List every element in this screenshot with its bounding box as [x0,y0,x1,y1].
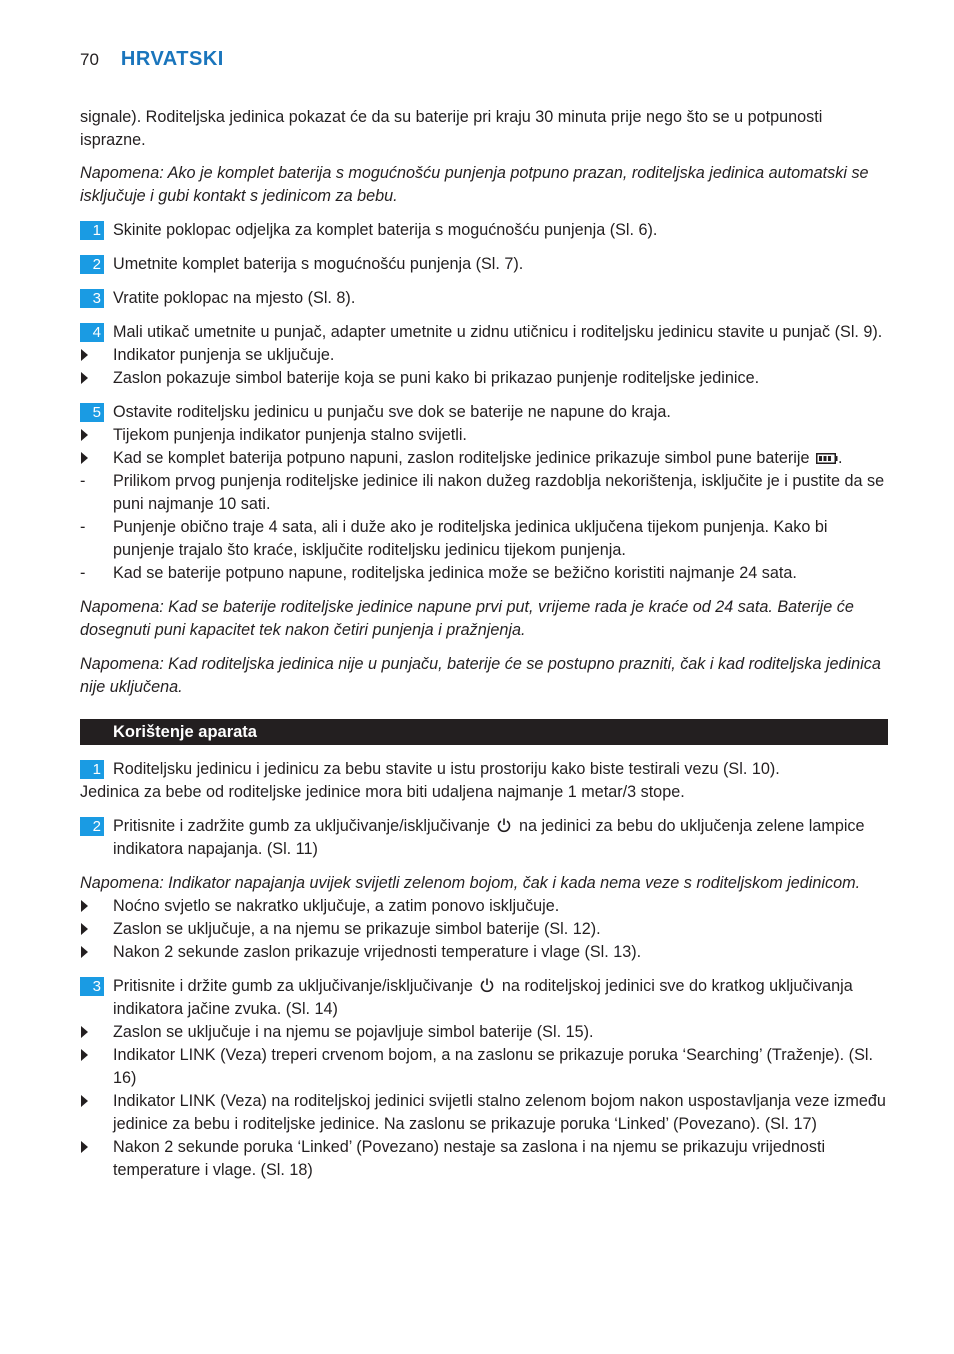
result-bullet: Tijekom punjenja indikator punjenja stalno svijetli. [80,424,888,447]
step-text: Ostavite roditeljsku jedinicu u punjaču sve dok se baterije ne napune do kraja. [113,403,671,421]
step-number: 2 [80,255,104,274]
step-3 [80,287,888,310]
step-number: 1 [80,760,104,779]
language-heading: HRVATSKI [120,48,224,70]
result-bullet: Nakon 2 sekunde zaslon prikazuje vrijednosti temperature i vlage (Sl. 13). [80,941,888,964]
use-step-1 [80,758,888,781]
result-bullet: Nakon 2 sekunde poruka ‘Linked’ (Povezano) nestaje sa zaslona i na njemu se prikazuju vrijednosti temperature i vlage. (Sl. 18) [80,1136,888,1182]
triangle-bullet-icon [80,367,113,390]
triangle-bullet-icon [80,941,113,964]
result-bullet: Zaslon pokazuje simbol baterije koja se puni kako bi prikazao punjenje roditeljske jedinice. [80,367,888,390]
page-content [80,106,888,1182]
note: Napomena: Kad se baterije roditeljske jedinice napune prvi put, vrijeme rada je kraće od 24 sata. Baterije će dosegnuti puni kapacitet tek nakon četiri punjenja i pražnjenja. [80,598,854,639]
intro-paragraph: signale). Roditeljska jedinica pokazat će da su baterije pri kraju 30 minuta prije nego što se u potpunosti isprazne. [80,108,823,149]
power-icon [497,818,511,833]
step-number: 4 [80,323,104,342]
note: Napomena: Ako je komplet baterija s mogućnošću punjenja potpuno prazan, roditeljska jedinica automatski se isključuje i gubi kontakt s jedinicom za bebu. [80,164,869,205]
step-text: Skinite poklopac odjeljka za komplet baterija s mogućnošću punjenja (Sl. 6). [113,221,658,239]
power-icon [480,978,494,993]
page-header [80,48,224,72]
step-text: Roditeljsku jedinicu i jedinicu za bebu stavite u istu prostoriju kako biste testirali vezu (Sl. 10). [113,760,780,778]
triangle-bullet-icon [80,1136,113,1159]
full-battery-icon [816,453,838,464]
step-number: 3 [80,289,104,308]
triangle-bullet-icon [80,344,113,367]
result-bullet: Indikator LINK (Veza) na roditeljskoj jedinici svijetli stalno zelenom bojom nakon uspostavljanja veze između jedinice za bebu i roditeljske jedinice. Na zaslonu se prikazuje poruka ‘Linked’ (Povezano). (Sl. 17) [80,1090,888,1136]
step-text: Pritisnite i držite gumb za uključivanje/isključivanje na roditeljskoj jedinici sve do kratkog uključivanja indikatora jačine zvuka. (Sl. 14) [113,977,853,1018]
step-4 [80,321,888,344]
triangle-bullet-icon [80,1021,113,1044]
dash-item: - Kad se baterije potpuno napune, roditeljska jedinica može se bežično koristiti najmanje 24 sata. [80,564,797,582]
triangle-bullet-icon [80,1090,113,1113]
result-bullet: Indikator punjenja se uključuje. [80,344,888,367]
result-bullet: Indikator LINK (Veza) treperi crvenom bojom, a na zaslonu se prikazuje poruka ‘Searching’ (Traženje). (Sl. 16) [80,1044,888,1090]
step-number: 1 [80,221,104,240]
use-step-2 [80,815,888,861]
triangle-bullet-icon [80,424,113,447]
page-number: 70 [80,50,99,69]
step-number: 2 [80,817,104,836]
result-bullet: Kad se komplet baterija potpuno napuni, zaslon roditeljske jedinice prikazuje simbol pune baterije . [80,447,888,470]
result-bullet: Zaslon se uključuje i na njemu se pojavljuje simbol baterije (Sl. 15). [80,1021,888,1044]
note: Napomena: Indikator napajanja uvijek svijetli zelenom bojom, čak i kada nema veze s roditeljskom jedinicom. [80,874,861,892]
step-number: 3 [80,977,104,996]
triangle-bullet-icon [80,895,113,918]
triangle-bullet-icon [80,447,113,470]
triangle-bullet-icon [80,918,113,941]
step-text: Pritisnite i zadržite gumb za uključivanje/isključivanje na jedinici za bebu do uključenja zelene lampice indikatora napajanja. (Sl. 11) [113,817,865,858]
step-continuation: Jedinica za bebe od roditeljske jedinice mora biti udaljena najmanje 1 metar/3 stope. [80,783,685,801]
step-text: Mali utikač umetnite u punjač, adapter umetnite u zidnu utičnicu i roditeljsku jedinicu stavite u punjač (Sl. 9). [113,323,883,341]
note: Napomena: Kad roditeljska jedinica nije u punjaču, baterije će se postupno prazniti, čak i kad roditeljska jedinica nije uključena. [80,655,881,696]
result-bullet: Zaslon se uključuje, a na njemu se prikazuje simbol baterije (Sl. 12). [80,918,888,941]
step-5 [80,401,888,424]
step-1 [80,219,888,242]
section-heading: Korištenje aparata [80,719,888,745]
dash-item: - Punjenje obično traje 4 sata, ali i duže ako je roditeljska jedinica uključena tijekom punjenja. Kako bi punjenje trajalo što kraće, isključite roditeljsku jedinicu tijekom punjenja. [80,518,828,559]
triangle-bullet-icon [80,1044,113,1067]
step-number: 5 [80,403,104,422]
dash-item: - Prilikom prvog punjenja roditeljske jedinice ili nakon dužeg razdoblja nekorištenja, isključite je i pustite da se puni najmanje 10 sati. [80,472,885,513]
step-text: Umetnite komplet baterija s mogućnošću punjenja (Sl. 7). [113,255,524,273]
result-bullet: Noćno svjetlo se nakratko uključuje, a zatim ponovo isključuje. [80,895,888,918]
step-text: Vratite poklopac na mjesto (Sl. 8). [113,289,356,307]
use-step-3 [80,975,888,1021]
step-2 [80,253,888,276]
